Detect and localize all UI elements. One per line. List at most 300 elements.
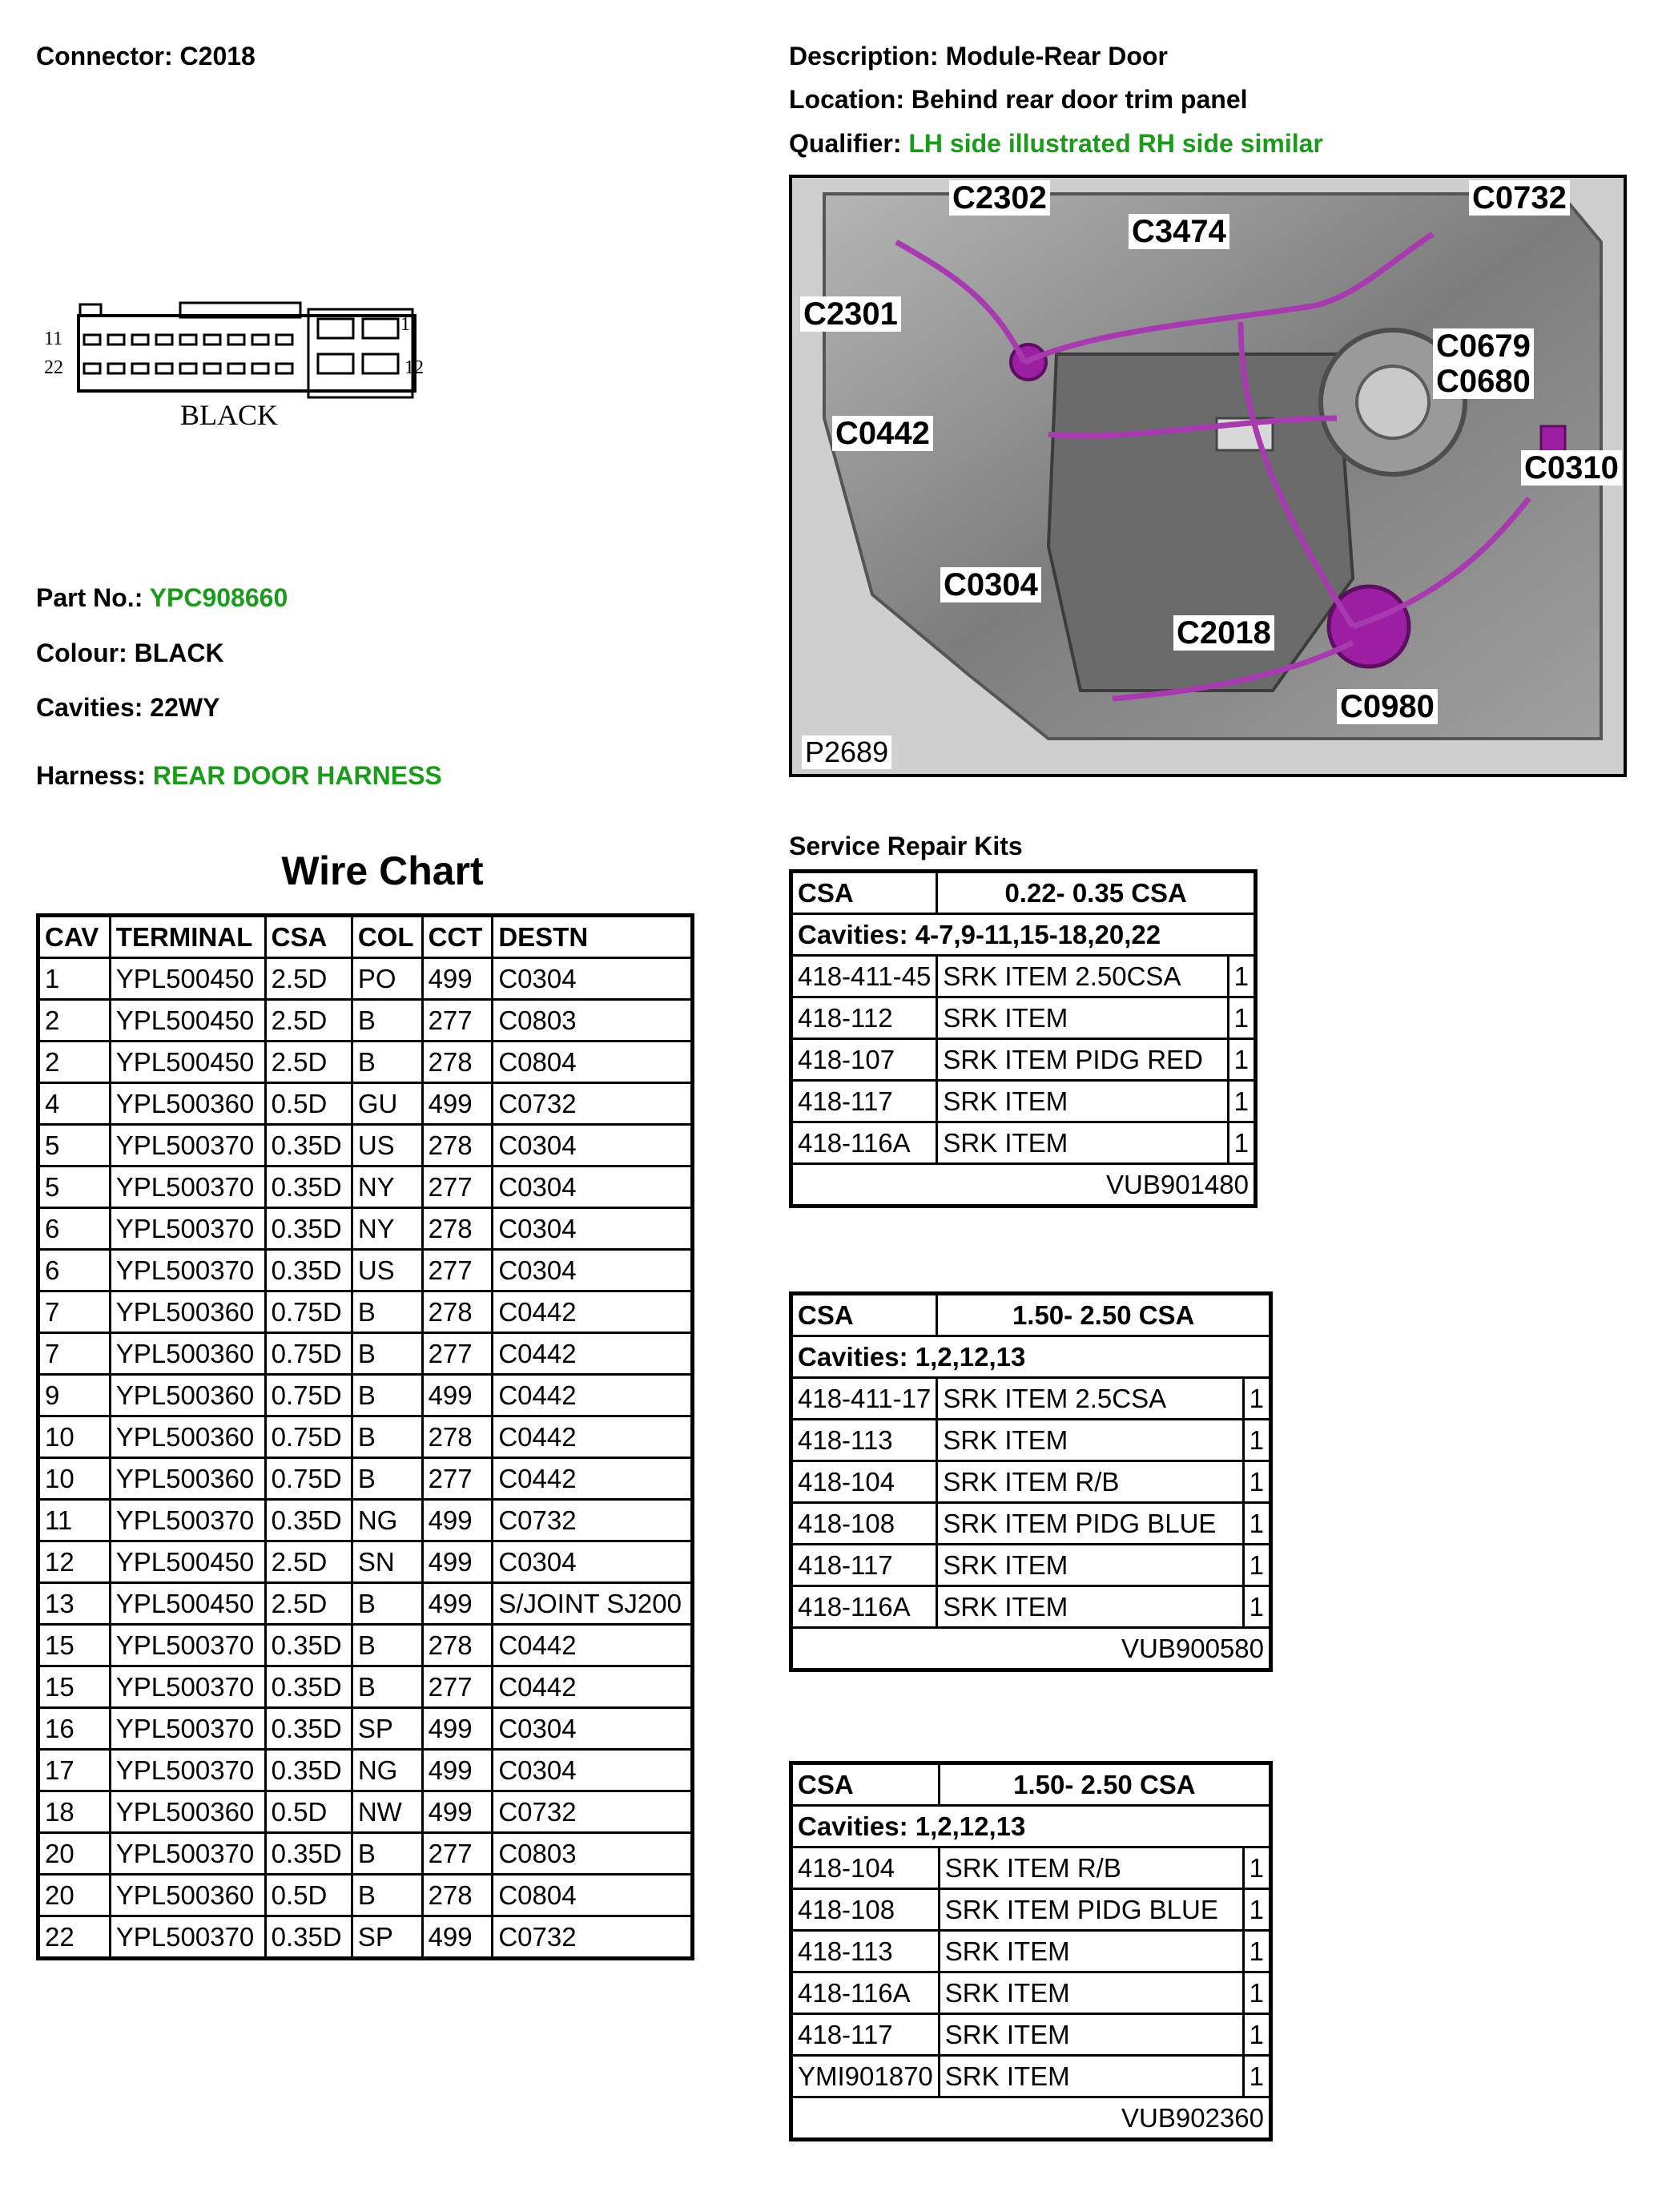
- callout-c2018: C2018: [1173, 615, 1274, 651]
- kit-item-desc: SRK ITEM 2.50CSA: [937, 956, 1228, 997]
- connector-colour-text: BLACK: [180, 399, 279, 431]
- pin-22-label: 22: [44, 357, 63, 378]
- table-cell: 4: [38, 1083, 111, 1125]
- callout-c0679: C0679: [1433, 328, 1534, 364]
- kit-csa-label: CSA: [791, 872, 937, 914]
- table-row: [38, 1750, 693, 1791]
- description-label: Description:: [789, 42, 939, 71]
- kit-item-qty: 1: [1243, 1586, 1270, 1628]
- colour-field: [36, 639, 224, 668]
- kit-item-desc: SRK ITEM: [937, 1122, 1228, 1164]
- cavities-label: Cavities:: [36, 693, 143, 722]
- table-cell: 0.35D: [265, 1666, 352, 1708]
- kit-item-part: 418-107: [791, 1039, 937, 1081]
- table-row: [38, 1875, 693, 1916]
- photo-id-label: P2689: [802, 735, 891, 769]
- kit-cavities: Cavities: 1,2,12,13: [791, 1806, 1271, 1847]
- kit-item-desc: SRK ITEM: [939, 2014, 1243, 2056]
- table-row: [38, 1291, 693, 1333]
- table-cell: 5: [38, 1166, 111, 1208]
- table-cell: C0304: [493, 1166, 693, 1208]
- part-number-label: Part No.:: [36, 583, 143, 612]
- callout-c0310: C0310: [1521, 450, 1622, 486]
- pin-1-label: 1: [400, 314, 410, 335]
- wire-chart-header-cell: DESTN: [493, 916, 693, 958]
- callout-c0980: C0980: [1337, 689, 1438, 724]
- table-cell: C0304: [493, 1708, 693, 1750]
- table-cell: 0.35D: [265, 1166, 352, 1208]
- table-cell: 13: [38, 1583, 111, 1625]
- table-cell: YPL500360: [110, 1083, 265, 1125]
- table-cell: 7: [38, 1291, 111, 1333]
- kit-number: VUB902360: [791, 2097, 1271, 2140]
- table-cell: 0.35D: [265, 1916, 352, 1959]
- table-cell: YPL500370: [110, 1500, 265, 1541]
- table-cell: 17: [38, 1750, 111, 1791]
- table-cell: SP: [352, 1708, 422, 1750]
- table-cell: C0442: [493, 1416, 693, 1458]
- table-cell: B: [352, 1000, 422, 1042]
- table-cell: YPL500450: [110, 1042, 265, 1083]
- table-cell: C0732: [493, 1791, 693, 1833]
- wire-chart-header-row: [38, 916, 693, 958]
- table-row: [38, 1791, 693, 1833]
- table-cell: B: [352, 1583, 422, 1625]
- table-cell: YPL500370: [110, 1625, 265, 1666]
- callout-c0442: C0442: [832, 416, 933, 451]
- door-harness-photo: [789, 175, 1627, 777]
- location-value: Behind rear door trim panel: [911, 85, 1248, 114]
- table-row: [791, 2056, 1271, 2097]
- table-cell: 15: [38, 1666, 111, 1708]
- description-field: [789, 42, 1168, 71]
- table-cell: B: [352, 1291, 422, 1333]
- service-kit-table: [789, 1761, 1273, 2141]
- table-cell: YPL500370: [110, 1166, 265, 1208]
- table-cell: YPL500370: [110, 1750, 265, 1791]
- table-cell: 2: [38, 1000, 111, 1042]
- table-cell: 15: [38, 1625, 111, 1666]
- table-cell: 277: [422, 1666, 493, 1708]
- table-row: [791, 1889, 1271, 1931]
- kit-cavities-row: [791, 1806, 1271, 1847]
- table-row: [791, 1972, 1271, 2014]
- table-cell: 0.75D: [265, 1333, 352, 1375]
- table-cell: 499: [422, 1583, 493, 1625]
- kit-item-part: 418-116A: [791, 1586, 937, 1628]
- table-cell: 278: [422, 1416, 493, 1458]
- kit-cavities: Cavities: 4-7,9-11,15-18,20,22: [791, 914, 1256, 956]
- table-row: [38, 1083, 693, 1125]
- table-cell: YPL500370: [110, 1833, 265, 1875]
- table-cell: YPL500370: [110, 1125, 265, 1166]
- table-cell: C0304: [493, 1250, 693, 1291]
- table-cell: B: [352, 1833, 422, 1875]
- callout-c2302: C2302: [949, 180, 1050, 216]
- kit-item-part: 418-112: [791, 997, 937, 1039]
- kit-item-desc: SRK ITEM: [937, 1586, 1243, 1628]
- kit-item-desc: SRK ITEM PIDG BLUE: [937, 1503, 1243, 1545]
- table-cell: 0.35D: [265, 1125, 352, 1166]
- table-row: [38, 1333, 693, 1375]
- kit-item-qty: 1: [1243, 1378, 1270, 1420]
- table-cell: 18: [38, 1791, 111, 1833]
- table-cell: 2: [38, 1042, 111, 1083]
- table-cell: YPL500450: [110, 1000, 265, 1042]
- table-cell: B: [352, 1666, 422, 1708]
- table-cell: NY: [352, 1208, 422, 1250]
- kit-csa-range: 1.50- 2.50 CSA: [939, 1763, 1270, 1806]
- table-cell: 6: [38, 1208, 111, 1250]
- kit-item-qty: 1: [1243, 2056, 1270, 2097]
- pin-12-label: 12: [404, 357, 424, 378]
- table-cell: 277: [422, 1250, 493, 1291]
- wire-chart-header-cell: TERMINAL: [110, 916, 265, 958]
- kit-number-row: [791, 1164, 1256, 1207]
- table-cell: 277: [422, 1458, 493, 1500]
- table-row: [38, 1583, 693, 1625]
- table-cell: 0.35D: [265, 1625, 352, 1666]
- kit-item-qty: 1: [1243, 2014, 1270, 2056]
- table-cell: 278: [422, 1875, 493, 1916]
- table-cell: 10: [38, 1458, 111, 1500]
- callout-c0304: C0304: [940, 567, 1041, 602]
- table-cell: 277: [422, 1333, 493, 1375]
- part-number-value: YPC908660: [149, 583, 288, 612]
- kit-csa-label: CSA: [791, 1294, 937, 1336]
- kit-csa-label: CSA: [791, 1763, 940, 1806]
- kit-item-qty: 1: [1228, 997, 1255, 1039]
- table-row: [38, 1166, 693, 1208]
- table-cell: 0.5D: [265, 1083, 352, 1125]
- kit-item-qty: 1: [1228, 956, 1255, 997]
- table-row: [38, 1500, 693, 1541]
- table-cell: YPL500360: [110, 1875, 265, 1916]
- part-number-field: [36, 583, 288, 613]
- table-row: [38, 1208, 693, 1250]
- table-row: [38, 1042, 693, 1083]
- kit-item-part: 418-117: [791, 2014, 940, 2056]
- service-kits-title: Service Repair Kits: [789, 832, 1023, 860]
- kit-item-qty: 1: [1228, 1039, 1255, 1081]
- table-cell: YPL500360: [110, 1333, 265, 1375]
- table-cell: C0304: [493, 1208, 693, 1250]
- table-cell: 0.35D: [265, 1250, 352, 1291]
- kit-item-desc: SRK ITEM: [939, 2056, 1243, 2097]
- table-cell: C0442: [493, 1291, 693, 1333]
- table-row: [38, 1708, 693, 1750]
- table-row: [791, 1378, 1271, 1420]
- wire-chart-header-cell: CSA: [265, 916, 352, 958]
- table-cell: B: [352, 1042, 422, 1083]
- colour-value: BLACK: [134, 639, 224, 667]
- kit-item-part: 418-116A: [791, 1972, 940, 2014]
- cavities-field: [36, 693, 219, 723]
- kit-item-qty: 1: [1228, 1122, 1255, 1164]
- table-cell: B: [352, 1458, 422, 1500]
- table-cell: B: [352, 1333, 422, 1375]
- kit-item-part: 418-117: [791, 1545, 937, 1586]
- table-cell: 499: [422, 1750, 493, 1791]
- kit-item-part: 418-116A: [791, 1122, 937, 1164]
- table-row: [791, 1039, 1256, 1081]
- kit-item-qty: 1: [1243, 1931, 1270, 1972]
- table-cell: GU: [352, 1083, 422, 1125]
- location-field: [789, 85, 1248, 115]
- table-cell: C0803: [493, 1000, 693, 1042]
- table-row: [38, 1000, 693, 1042]
- callout-c0680: C0680: [1433, 364, 1534, 399]
- table-cell: 16: [38, 1708, 111, 1750]
- table-row: [38, 1625, 693, 1666]
- table-cell: 277: [422, 1000, 493, 1042]
- qualifier-label: Qualifier:: [789, 129, 902, 158]
- kit-cavities: Cavities: 1,2,12,13: [791, 1336, 1271, 1378]
- table-cell: 12: [38, 1541, 111, 1583]
- kit-number-row: [791, 2097, 1271, 2140]
- table-cell: 11: [38, 1500, 111, 1541]
- service-kit-table: [789, 869, 1258, 1208]
- table-cell: B: [352, 1625, 422, 1666]
- table-cell: YPL500360: [110, 1791, 265, 1833]
- table-row: [791, 1545, 1271, 1586]
- table-cell: 9: [38, 1375, 111, 1416]
- table-cell: 0.35D: [265, 1208, 352, 1250]
- kit-item-qty: 1: [1243, 1420, 1270, 1461]
- table-cell: YPL500450: [110, 958, 265, 1000]
- wire-chart-header-cell: CAV: [38, 916, 111, 958]
- kit-item-part: 418-113: [791, 1420, 937, 1461]
- kit-number: VUB901480: [791, 1164, 1256, 1207]
- kit-item-qty: 1: [1228, 1081, 1255, 1122]
- wire-chart-title: Wire Chart: [281, 848, 484, 893]
- table-cell: 2.5D: [265, 1583, 352, 1625]
- table-row: [38, 1541, 693, 1583]
- table-cell: 499: [422, 1500, 493, 1541]
- table-cell: S/JOINT SJ200: [493, 1583, 693, 1625]
- table-cell: YPL500370: [110, 1916, 265, 1959]
- table-cell: 2.5D: [265, 1541, 352, 1583]
- table-cell: C0304: [493, 1541, 693, 1583]
- table-cell: 499: [422, 1916, 493, 1959]
- table-cell: C0732: [493, 1500, 693, 1541]
- harness-value: REAR DOOR HARNESS: [152, 761, 442, 790]
- table-cell: YPL500360: [110, 1291, 265, 1333]
- table-cell: 278: [422, 1625, 493, 1666]
- kit-item-desc: SRK ITEM: [937, 1545, 1243, 1586]
- table-cell: SN: [352, 1541, 422, 1583]
- table-row: [38, 1375, 693, 1416]
- location-label: Location:: [789, 85, 904, 114]
- table-cell: NG: [352, 1500, 422, 1541]
- table-cell: B: [352, 1875, 422, 1916]
- table-cell: 278: [422, 1125, 493, 1166]
- table-cell: 0.35D: [265, 1500, 352, 1541]
- table-cell: B: [352, 1375, 422, 1416]
- kit-item-desc: SRK ITEM R/B: [937, 1461, 1243, 1503]
- kit-item-part: 418-113: [791, 1931, 940, 1972]
- kit-item-qty: 1: [1243, 1972, 1270, 2014]
- table-cell: YPL500360: [110, 1375, 265, 1416]
- kit-item-part: 418-108: [791, 1889, 940, 1931]
- table-cell: 0.5D: [265, 1791, 352, 1833]
- kit-item-desc: SRK ITEM PIDG BLUE: [939, 1889, 1243, 1931]
- table-row: [791, 956, 1256, 997]
- kit-item-part: YMI901870: [791, 2056, 940, 2097]
- connector-label: Connector:: [36, 42, 173, 71]
- table-cell: US: [352, 1250, 422, 1291]
- table-cell: 278: [422, 1291, 493, 1333]
- connector-face-diagram: [36, 296, 437, 441]
- table-cell: YPL500370: [110, 1708, 265, 1750]
- table-cell: 0.75D: [265, 1416, 352, 1458]
- table-cell: 277: [422, 1833, 493, 1875]
- cavities-value: 22WY: [150, 693, 220, 722]
- kit-item-qty: 1: [1243, 1889, 1270, 1931]
- qualifier-value: LH side illustrated RH side similar: [908, 129, 1323, 158]
- table-row: [38, 958, 693, 1000]
- kit-item-part: 418-411-17: [791, 1378, 937, 1420]
- table-row: [791, 1503, 1271, 1545]
- kit-item-part: 418-108: [791, 1503, 937, 1545]
- kit-item-desc: SRK ITEM PIDG RED: [937, 1039, 1228, 1081]
- kit-csa-range: 1.50- 2.50 CSA: [937, 1294, 1271, 1336]
- table-row: [791, 2014, 1271, 2056]
- table-cell: YPL500360: [110, 1416, 265, 1458]
- table-cell: US: [352, 1125, 422, 1166]
- table-cell: 499: [422, 1791, 493, 1833]
- kit-item-qty: 1: [1243, 1847, 1270, 1889]
- table-cell: C0803: [493, 1833, 693, 1875]
- table-cell: NW: [352, 1791, 422, 1833]
- table-cell: C0304: [493, 1125, 693, 1166]
- table-cell: 499: [422, 1083, 493, 1125]
- wire-chart-table: [36, 913, 694, 1960]
- table-row: [791, 1931, 1271, 1972]
- table-cell: YPL500450: [110, 1583, 265, 1625]
- kit-item-desc: SRK ITEM R/B: [939, 1847, 1243, 1889]
- table-cell: 0.5D: [265, 1875, 352, 1916]
- table-cell: 277: [422, 1166, 493, 1208]
- table-cell: 278: [422, 1042, 493, 1083]
- kit-item-desc: SRK ITEM: [937, 997, 1228, 1039]
- kit-item-desc: SRK ITEM: [939, 1931, 1243, 1972]
- table-cell: NG: [352, 1750, 422, 1791]
- table-cell: YPL500370: [110, 1208, 265, 1250]
- table-cell: 0.75D: [265, 1458, 352, 1500]
- table-cell: 499: [422, 958, 493, 1000]
- description-value: Module-Rear Door: [945, 42, 1168, 71]
- table-cell: B: [352, 1416, 422, 1458]
- table-row: [38, 1833, 693, 1875]
- table-cell: 278: [422, 1208, 493, 1250]
- table-row: [791, 1586, 1271, 1628]
- table-cell: C0442: [493, 1458, 693, 1500]
- kit-item-qty: 1: [1243, 1503, 1270, 1545]
- kit-item-desc: SRK ITEM: [937, 1420, 1243, 1461]
- table-cell: NY: [352, 1166, 422, 1208]
- table-cell: SP: [352, 1916, 422, 1959]
- kit-item-part: 418-117: [791, 1081, 937, 1122]
- kit-number: VUB900580: [791, 1628, 1271, 1670]
- table-row: [791, 1420, 1271, 1461]
- table-row: [791, 997, 1256, 1039]
- table-cell: 2.5D: [265, 1042, 352, 1083]
- table-row: [38, 1458, 693, 1500]
- kit-number-row: [791, 1628, 1271, 1670]
- table-cell: 5: [38, 1125, 111, 1166]
- table-cell: YPL500360: [110, 1458, 265, 1500]
- table-cell: C0442: [493, 1625, 693, 1666]
- table-row: [791, 1461, 1271, 1503]
- table-cell: 7: [38, 1333, 111, 1375]
- kit-item-desc: SRK ITEM 2.5CSA: [937, 1378, 1243, 1420]
- table-row: [791, 1847, 1271, 1889]
- table-row: [38, 1250, 693, 1291]
- table-cell: 0.75D: [265, 1375, 352, 1416]
- pin-11-label: 11: [44, 328, 63, 349]
- service-kit-table: [789, 1291, 1273, 1672]
- table-cell: 10: [38, 1416, 111, 1458]
- table-cell: C0304: [493, 1750, 693, 1791]
- table-cell: YPL500450: [110, 1541, 265, 1583]
- harness-field: [36, 761, 442, 791]
- table-cell: C0804: [493, 1875, 693, 1916]
- table-cell: YPL500370: [110, 1250, 265, 1291]
- table-cell: 6: [38, 1250, 111, 1291]
- table-cell: YPL500370: [110, 1666, 265, 1708]
- connector-value: C2018: [179, 42, 256, 71]
- callout-c3474: C3474: [1129, 214, 1229, 249]
- table-row: [791, 1081, 1256, 1122]
- kit-csa-range: 0.22- 0.35 CSA: [937, 872, 1256, 914]
- connector-field: [36, 42, 256, 71]
- table-row: [791, 1122, 1256, 1164]
- table-cell: 1: [38, 958, 111, 1000]
- kit-csa-row: [791, 872, 1256, 914]
- qualifier-field: [789, 129, 1323, 159]
- table-cell: 499: [422, 1541, 493, 1583]
- table-cell: PO: [352, 958, 422, 1000]
- table-cell: 20: [38, 1875, 111, 1916]
- kit-item-part: 418-104: [791, 1461, 937, 1503]
- callout-c2301: C2301: [800, 296, 901, 332]
- table-row: [38, 1125, 693, 1166]
- kit-item-desc: SRK ITEM: [939, 1972, 1243, 2014]
- table-cell: 0.35D: [265, 1750, 352, 1791]
- kit-item-part: 418-411-45: [791, 956, 937, 997]
- kit-item-desc: SRK ITEM: [937, 1081, 1228, 1122]
- colour-label: Colour:: [36, 639, 127, 667]
- kit-csa-row: [791, 1294, 1271, 1336]
- kit-item-part: 418-104: [791, 1847, 940, 1889]
- table-cell: 0.35D: [265, 1833, 352, 1875]
- table-row: [38, 1916, 693, 1959]
- kit-item-qty: 1: [1243, 1461, 1270, 1503]
- table-cell: 499: [422, 1708, 493, 1750]
- table-cell: 2.5D: [265, 958, 352, 1000]
- wire-chart-header-cell: COL: [352, 916, 422, 958]
- table-cell: C0442: [493, 1375, 693, 1416]
- table-cell: 20: [38, 1833, 111, 1875]
- callout-c0732: C0732: [1469, 180, 1570, 216]
- kit-item-qty: 1: [1243, 1545, 1270, 1586]
- table-cell: C0442: [493, 1333, 693, 1375]
- harness-label: Harness:: [36, 761, 146, 790]
- table-cell: 2.5D: [265, 1000, 352, 1042]
- table-cell: 0.75D: [265, 1291, 352, 1333]
- table-cell: 22: [38, 1916, 111, 1959]
